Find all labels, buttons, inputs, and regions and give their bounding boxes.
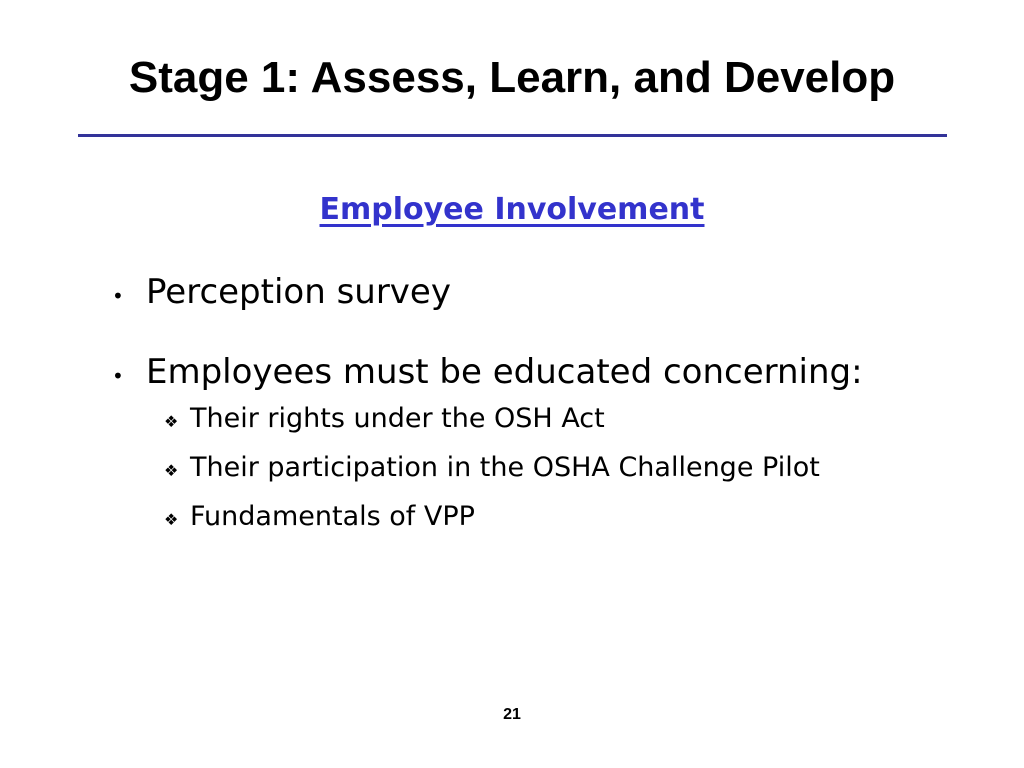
- sub-bullet-text: Fundamentals of VPP: [190, 501, 475, 532]
- diamond-bullet-icon: ❖: [164, 412, 179, 431]
- bullet-text: Perception survey: [146, 272, 451, 312]
- bullet-item: [112, 350, 972, 549]
- slide-title: Stage 1: Assess, Learn, and Develop: [128, 53, 896, 102]
- sub-bullet-text: Their rights under the OSH Act: [190, 403, 605, 434]
- sub-bullet-item: [164, 500, 972, 549]
- page-number: 21: [503, 706, 521, 723]
- section-heading: Employee Involvement: [319, 192, 705, 227]
- bullet-item: [112, 270, 972, 318]
- title-divider: [78, 134, 947, 137]
- bullet-list: [112, 270, 972, 549]
- sub-bullet-item: [164, 451, 972, 500]
- bullet-dot-icon: •: [112, 364, 124, 388]
- bullet-dot-icon: •: [112, 284, 124, 308]
- sub-bullet-text: Their participation in the OSHA Challenge Pilot: [190, 452, 820, 483]
- diamond-bullet-icon: ❖: [164, 510, 179, 529]
- sub-bullet-list: [164, 402, 972, 549]
- bullet-text: Employees must be educated concerning:: [146, 352, 863, 392]
- diamond-bullet-icon: ❖: [164, 461, 179, 480]
- sub-bullet-item: [164, 402, 972, 451]
